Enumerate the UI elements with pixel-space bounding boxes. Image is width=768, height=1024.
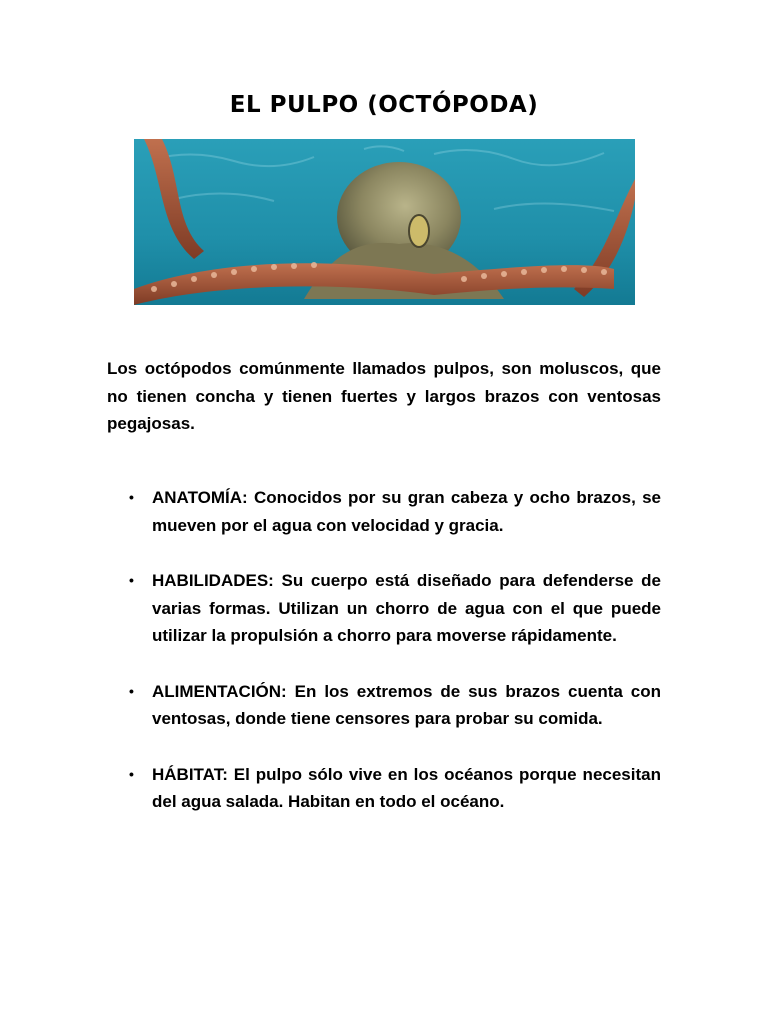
bullet-label: HABILIDADES: bbox=[152, 571, 274, 590]
octopus-eye bbox=[409, 215, 429, 247]
octopus-photo bbox=[134, 139, 635, 305]
bullet-icon: • bbox=[129, 489, 134, 505]
bullet-text: Su cuerpo está diseñado para defenderse de varias formas. Utilizan un chorro de agua con el que puede utilizar la propulsión a chorro para moverse rápidamente. bbox=[152, 571, 661, 645]
bullet-label: HÁBITAT: bbox=[152, 764, 228, 784]
octopus-illustration bbox=[134, 139, 635, 305]
bullet-text: En los extremos de sus brazos cuenta con ventosas, donde tiene censores para probar su comida. bbox=[152, 681, 661, 728]
bullet-label: ALIMENTACIÓN: bbox=[152, 681, 287, 701]
facts-list bbox=[107, 484, 661, 816]
intro-paragraph: Los octópodos comúnmente llamados pulpos, son moluscos, que no tienen concha y tienen fuertes y largos brazos con ventosas pegajosas. bbox=[107, 359, 661, 433]
list-item-anatomia bbox=[107, 484, 661, 539]
bullet-icon: • bbox=[129, 682, 134, 699]
list-item-habitat bbox=[107, 761, 661, 816]
bullet-label: ANATOMÍA: bbox=[152, 488, 248, 507]
list-item-habilidades bbox=[107, 567, 661, 650]
list-item-alimentacion bbox=[107, 678, 661, 733]
bullet-icon: • bbox=[129, 572, 134, 588]
bullet-text: Conocidos por su gran cabeza y ocho brazos, se mueven por el agua con velocidad y gracia. bbox=[152, 488, 661, 535]
bullet-text: El pulpo sólo vive en los océanos porque necesitan del agua salada. Habitan en todo el océano. bbox=[152, 764, 661, 811]
page-title: EL PULPO (OCTÓPODA) bbox=[229, 92, 539, 118]
bullet-icon: • bbox=[129, 765, 134, 782]
